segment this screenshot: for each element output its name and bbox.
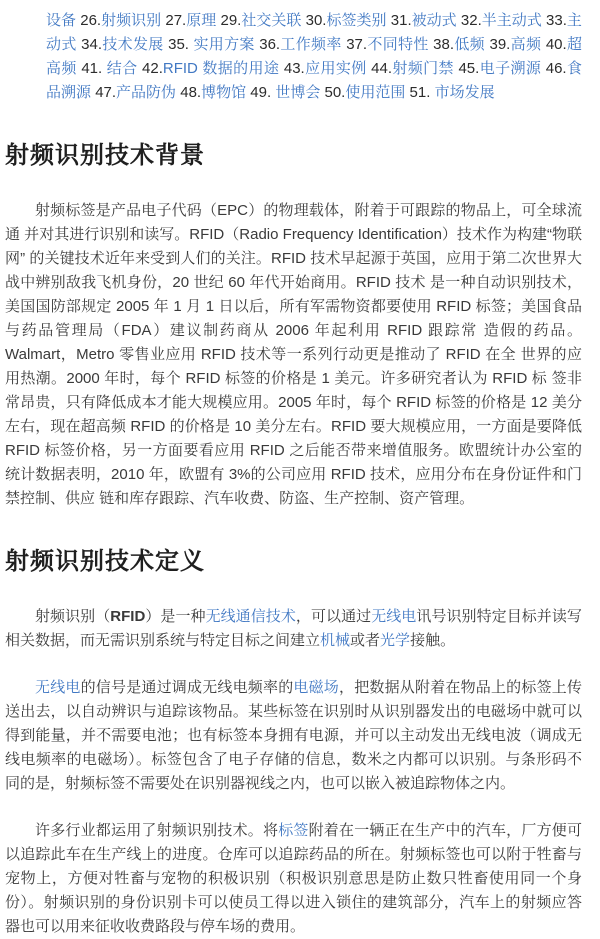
toc-item-number: 30.: [305, 12, 327, 29]
toc-link[interactable]: 应用实例: [304, 60, 367, 77]
inline-link[interactable]: 无线电: [35, 679, 81, 696]
toc-item-number: 50.: [324, 84, 346, 101]
inline-link[interactable]: 光学: [380, 632, 411, 649]
toc-link[interactable]: 半主动式: [481, 12, 542, 29]
toc-item-number: 42.: [142, 60, 163, 77]
toc-link[interactable]: 结合: [106, 60, 138, 77]
toc-link[interactable]: 标签类别: [326, 12, 387, 29]
section-heading: 射频识别技术背景: [5, 142, 205, 169]
toc-item-number: 26.: [80, 12, 102, 29]
toc-link[interactable]: 射频门禁: [392, 60, 454, 77]
inline-link[interactable]: 电磁场: [293, 679, 339, 696]
toc-item-number: 31.: [390, 12, 412, 29]
toc-item-number: 33.: [546, 12, 567, 29]
toc-links: [46, 9, 582, 105]
text-run: ，把数据从附着在物品上的标签上传送出去，以自动辨识与追踪该物品。某些标签在识别时从识别器发出的电磁场中就可以得到能量，并不需要电池；也有标签本身拥有电源，并可以主动发出无线电波（调成无线电频率的电磁场）。标签包含了电子存储的信息，数米之内都可以识别。与条形码不同的是，射频标签不需要处在识别器视线之内，也可以嵌入被追踪物体之内。: [5, 679, 582, 792]
toc-link[interactable]: 射频识别: [101, 12, 162, 29]
toc-item-number: 37.: [346, 36, 368, 53]
text-run: 射频标签是产品电子代码（EPC）的物理载体，附着于可跟踪的物品上，可全球流通 并对其进行识别和读写。RFID（Radio Frequency Identification）技术作为构建“物联网” 的关键技术近年来受到人们的关注。RFID 技术早起源于英国，应用于第二次世界大战中辨别敌我飞机身份，20 世纪 60 年代开始商用。RFID 技术 是一种自动识别技术，美国国防部规定 2005 年 1 月 1 日以后，所有军需物资都要使用 RFID 标签；美国食品与药品管理局（FDA）建议制药商从 2006 年起利用 RFID 跟踪常 造假的药品。Walmart，Metro 零售业应用 RFID 技术等一系列行动更是推动了 RFID 在全 世界的应用热潮。2000 年时，每个 RFID 标签的价格是 1 美元。许多研究者认为 RFID 标 签非常昂贵，只有降低成本才能大规模应用。2005 年时，每个 RFID 标签的价格是 12 美分 左右，现在超高频 RFID 的价格是 10 美分左右。RFID 要大规模应用，一方面是要降低 RFID 标签价格，另一方面要看应用 RFID 之后能否带来增值服务。欧盟统计办公室的统计数据表明，2010 年，欧盟有 3%的公司应用 RFID 技术，应用分布在身份证件和门禁控制、供应 链和库存跟踪、汽车收费、防盗、生产控制、资产管理。: [5, 202, 582, 507]
toc-link[interactable]: 博物馆: [201, 84, 247, 101]
toc-link[interactable]: 世博会: [275, 84, 321, 101]
toc-link[interactable]: 被动式: [411, 12, 457, 29]
text-run: 附着在一辆正在生产中的汽车，厂方便可以追踪此车在生产线上的进度。仓库可以追踪药品的所在。射频标签也可以附于牲畜与宠物上，方便对牲畜与宠物的积极识别（积极识别意思是防止数只牲畜使用同一个身份）。射频识别的身份识别卡可以使员工得以进入锁住的建筑部分，汽车上的射频应答器也可以用来征收收费路段与停车场的费用。: [5, 822, 582, 935]
text-run: 或者: [350, 632, 381, 649]
toc-item-number: 38.: [433, 36, 455, 53]
inline-link[interactable]: 无线通信技术: [205, 608, 296, 625]
toc-link[interactable]: 原理: [186, 12, 217, 29]
toc-link[interactable]: 实用方案: [193, 36, 255, 53]
toc-item-number: 47.: [95, 84, 117, 101]
toc-item-number: 36.: [259, 36, 281, 53]
toc-item-number: 41.: [81, 60, 107, 77]
toc-item-number: 32.: [460, 12, 482, 29]
toc-item-number: 45.: [458, 60, 480, 77]
text-run: ）是一种: [145, 608, 206, 625]
toc-item-number: 48.: [180, 84, 202, 101]
toc-link[interactable]: 市场发展: [434, 84, 495, 101]
toc-item-number: 49.: [250, 84, 276, 101]
paragraph: [5, 819, 582, 939]
toc-item-number: 29.: [220, 12, 242, 29]
inline-link[interactable]: 机械: [320, 632, 351, 649]
paragraph: [5, 676, 582, 796]
text-run: 接触。: [410, 632, 456, 649]
text-run: 许多行业都运用了射频识别技术。将: [35, 822, 279, 839]
toc-link[interactable]: 电子溯源: [479, 60, 542, 77]
toc-item-number: 27.: [165, 12, 187, 29]
article-body: [5, 141, 582, 939]
toc-item-number: 39.: [489, 36, 511, 53]
toc-link[interactable]: 高频: [510, 36, 542, 53]
text-run: 讯号识别特定目标并读写相关数据，而无需识别系统与特定目标之间建立: [5, 608, 582, 649]
section-heading: 射频识别技术定义: [5, 548, 205, 575]
toc-item-number: 51.: [409, 84, 435, 101]
toc-item-number: 43.: [283, 60, 305, 77]
toc-link[interactable]: 使用范围: [345, 84, 406, 101]
inline-link[interactable]: 标签: [278, 822, 309, 839]
toc-link[interactable]: 工作频率: [280, 36, 342, 53]
toc-link[interactable]: 主动式: [46, 12, 582, 53]
toc-link[interactable]: 产品防伪: [116, 84, 177, 101]
toc-link[interactable]: 社交关联: [241, 12, 302, 29]
toc-link[interactable]: 设备: [46, 12, 77, 29]
inline-link[interactable]: 无线电: [371, 608, 417, 625]
toc-link[interactable]: 低频: [454, 36, 485, 53]
toc-item-number: 40.: [545, 36, 567, 53]
toc-link[interactable]: 食品溯源: [46, 60, 582, 101]
paragraph: [5, 199, 582, 511]
toc-item-number: 44.: [371, 60, 393, 77]
text-run: 射频识别（: [35, 608, 111, 625]
text-run: 的信号是通过调成无线电频率的: [80, 679, 294, 696]
toc-link[interactable]: 超高频: [46, 36, 583, 77]
toc-item-number: 46.: [545, 60, 567, 77]
text-run: ，可以通过: [295, 608, 372, 625]
toc-link[interactable]: RFID 数据的用途: [162, 60, 280, 77]
paragraph: [5, 605, 582, 653]
toc-item-number: 35.: [168, 36, 194, 53]
toc-item-number: 34.: [81, 36, 102, 53]
toc-link[interactable]: 技术发展: [102, 36, 164, 53]
bold-text: RFID: [110, 608, 146, 625]
toc-link[interactable]: 不同特性: [367, 36, 429, 53]
